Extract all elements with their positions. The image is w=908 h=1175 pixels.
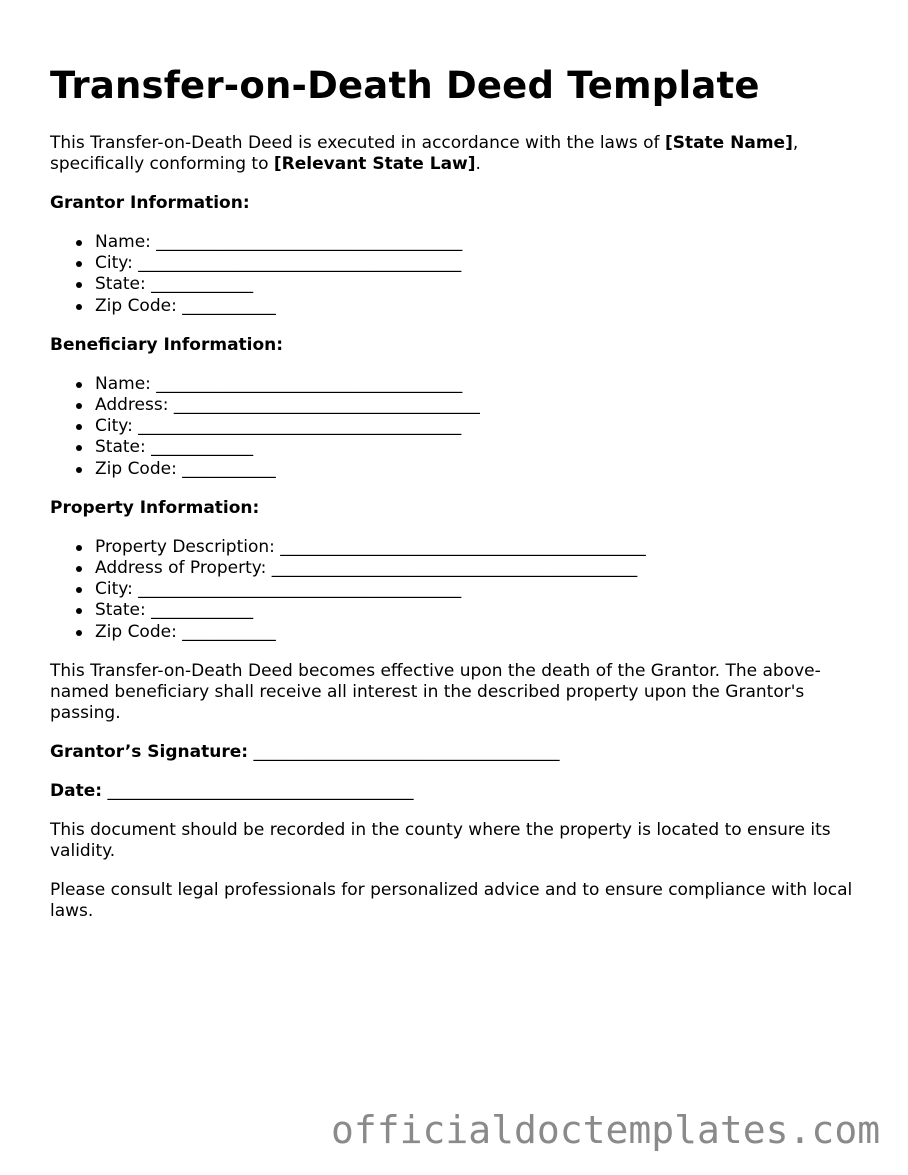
property-address-field: Address of Property: ___________________________________________ [95,558,870,579]
effective-statement: This Transfer-on-Death Deed becomes effective upon the death of the Grantor. The above-named beneficiary shall receive all interest in the described property upon the Grantor's passing. [50,660,821,723]
beneficiary-field-list [50,374,870,480]
watermark-text: officialdoctemplates.com [331,1108,881,1152]
date-label: Date: [50,780,103,801]
intro-text-3: . [475,154,481,174]
date-blank: ____________________________________ [102,780,414,801]
signature-line [50,742,870,763]
state-name-placeholder: [State Name] [664,133,793,153]
property-zip-field: Zip Code: ___________ [95,622,870,643]
beneficiary-city-field: City: ______________________________________ [95,416,870,437]
beneficiary-heading: Beneficiary Information: [50,334,284,355]
date-line [50,781,870,802]
property-state-field: State: ____________ [95,600,870,621]
intro-text-2: , specifically conforming to [50,133,799,174]
beneficiary-name-field: Name: ____________________________________ [95,374,870,395]
grantor-state-field: State: ____________ [95,274,870,295]
signature-blank: ____________________________________ [248,741,560,762]
property-city-field: City: ______________________________________ [95,579,870,600]
property-field-list [50,537,870,643]
intro-paragraph [50,133,870,175]
beneficiary-zip-field: Zip Code: ___________ [95,459,870,480]
grantor-field-list [50,232,870,317]
page-title: Transfer-on-Death Deed Template [50,64,760,107]
grantor-name-field: Name: ____________________________________ [95,232,870,253]
deed-document [50,64,870,922]
grantor-zip-field: Zip Code: ___________ [95,296,870,317]
consult-note: Please consult legal professionals for personalized advice and to ensure compliance with local laws. [50,879,853,921]
recording-note: This document should be recorded in the county where the property is located to ensure its validity. [50,819,831,861]
intro-text-1: This Transfer-on-Death Deed is executed in accordance with the laws of [50,133,665,153]
property-description-field: Property Description: ___________________________________________ [95,537,870,558]
grantor-city-field: City: ______________________________________ [95,253,870,274]
property-heading: Property Information: [50,497,260,518]
signature-label: Grantor’s Signature: [50,741,249,762]
grantor-heading: Grantor Information: [50,193,250,213]
state-law-placeholder: [Relevant State Law] [273,154,476,174]
beneficiary-state-field: State: ____________ [95,437,870,458]
beneficiary-address-field: Address: ____________________________________ [95,395,870,416]
